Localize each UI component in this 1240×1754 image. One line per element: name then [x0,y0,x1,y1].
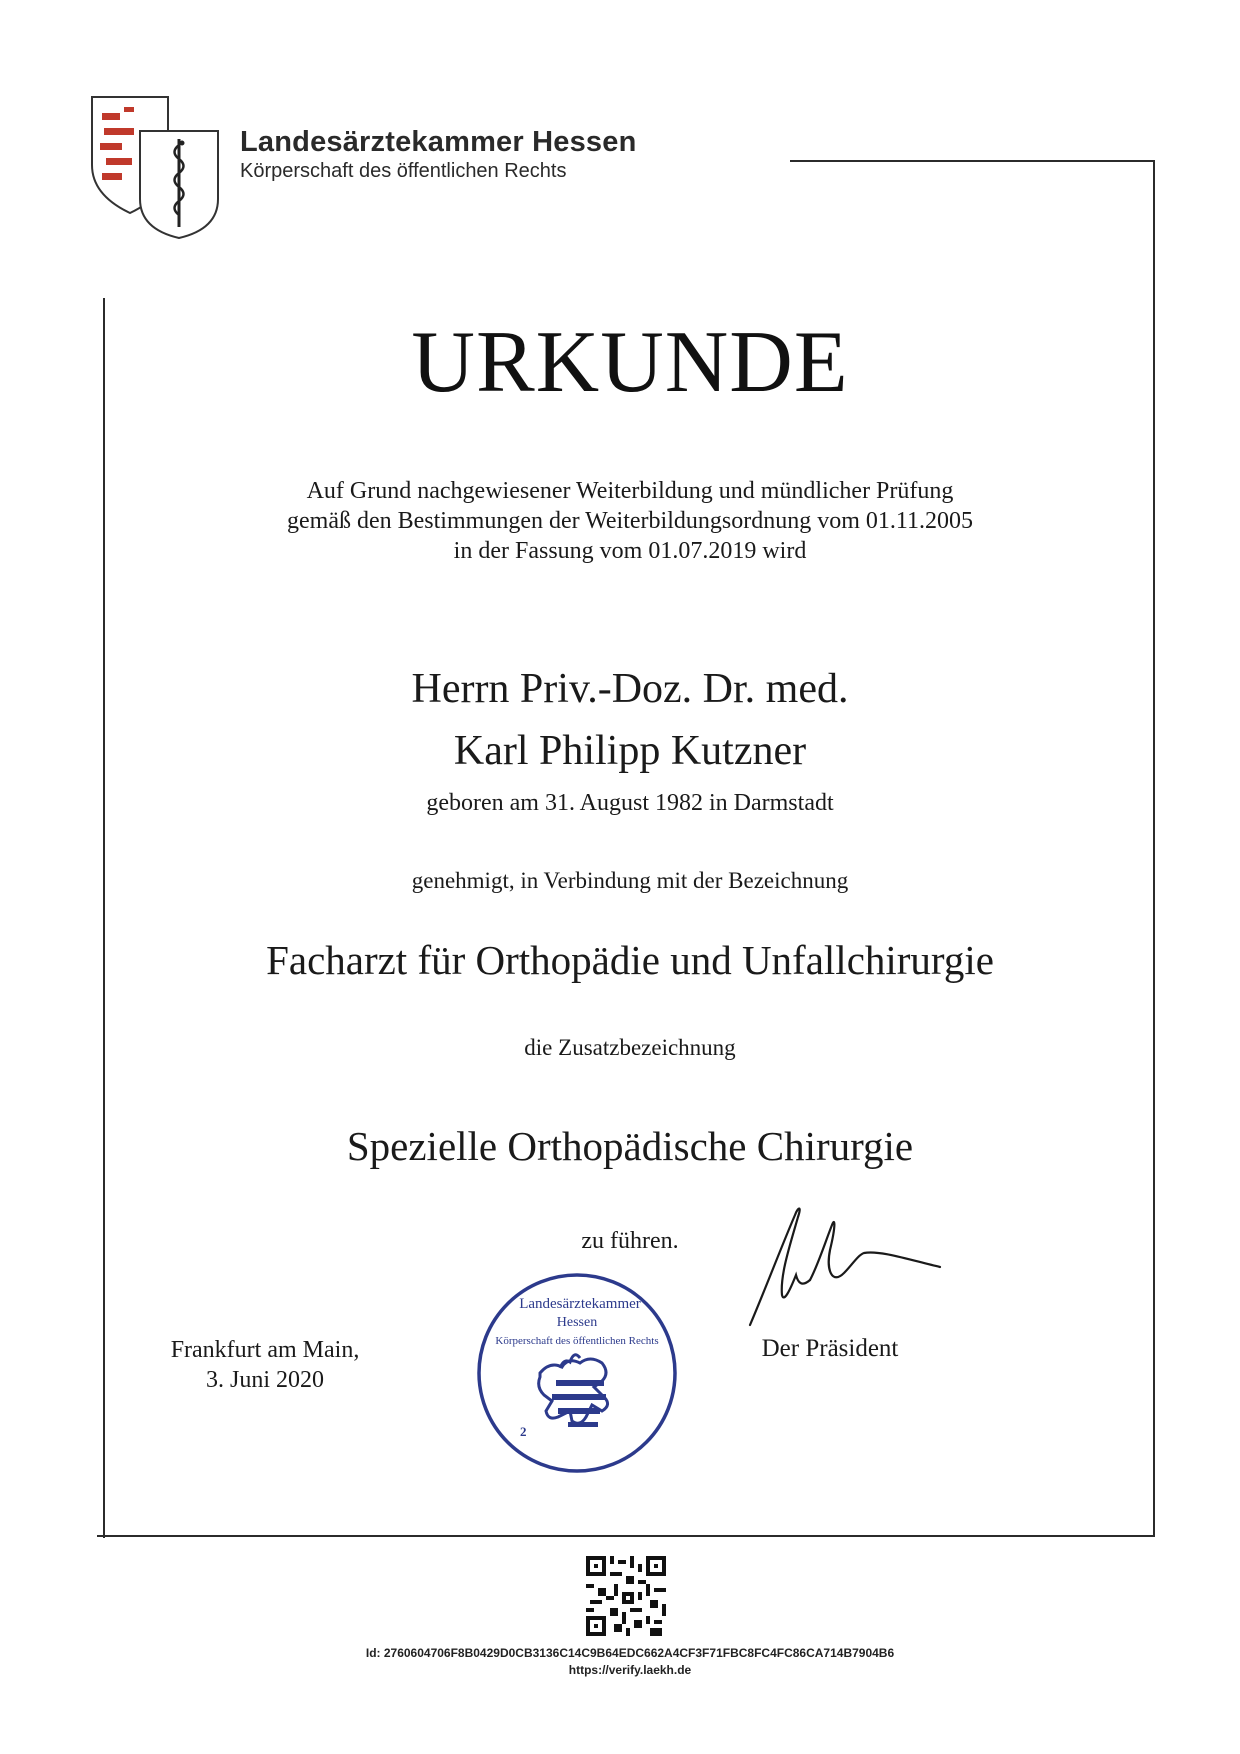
intro-line-2: gemäß den Bestimmungen der Weiterbildungsordnung vom 01.11.2005 [287,508,973,534]
additional-designation-label: die Zusatzbezeichnung [524,1035,736,1060]
intro-line-3: in der Fassung vom 01.07.2019 wird [453,538,807,564]
qr-code-icon [586,1556,666,1636]
closing-text: zu führen. [581,1228,679,1254]
place: Frankfurt am Main, [170,1337,360,1363]
recipient-name: Karl Philipp Kutzner [453,728,807,774]
birth-info: geboren am 31. August 1982 in Darmstadt [426,790,834,816]
seal-text-chamber: Landesärztekammer [519,1296,641,1312]
certificate-title: URKUNDE [411,314,849,411]
official-seal-icon [472,1268,682,1478]
verify-link[interactable]: https://verify.laekh.de [568,1663,692,1677]
staff-of-asclepius-icon [140,131,218,238]
frame-bottom-border [97,1535,1155,1537]
document-id: Id: 2760604706F8B0429D0CB3136C14C9B64EDC662A4CF3F71FBC8FC4FC86CA714B7904B6 [365,1646,895,1660]
chamber-logo [90,95,235,240]
seal-text-state: Hessen [556,1315,598,1330]
intro-line-1: Auf Grund nachgewiesener Weiterbildung und mündlicher Prüfung [306,478,954,504]
organization-subtitle: Körperschaft des öffentlichen Rechts [240,160,567,182]
specialty-designation: Facharzt für Orthopädie und Unfallchirurgie [266,937,994,983]
place-and-date [140,1335,390,1395]
signatory-title: Der Präsident [761,1335,899,1362]
seal-lion-icon [539,1355,608,1427]
seal-number: 2 [520,1424,527,1439]
issue-date: 3. Juni 2020 [205,1367,324,1393]
seal-text-corporation: Körperschaft des öffentlichen Rechts [495,1335,659,1347]
president-signature [740,1195,950,1335]
subspecialty-designation: Spezielle Orthopädische Chirurgie [346,1123,914,1169]
organization-name: Landesärztekammer Hessen [240,126,637,158]
frame-top-border [790,160,1155,162]
approval-text: genehmigt, in Verbindung mit der Bezeichnung [411,868,849,893]
recipient-title: Herrn Priv.-Doz. Dr. med. [411,666,849,712]
